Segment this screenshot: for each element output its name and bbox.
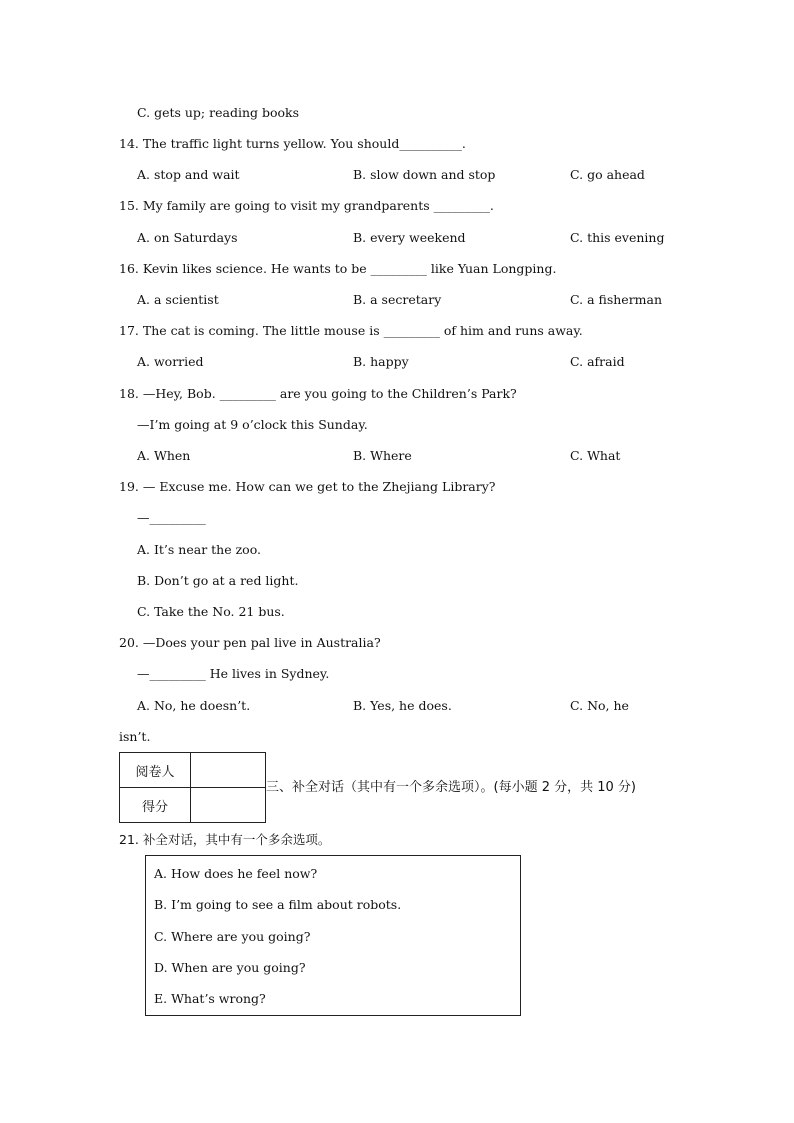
q17-option-b: B. happy [353,354,409,369]
reviewer-label: 阅卷人 [120,753,191,788]
q16-stem: 16. Kevin likes science. He wants to be _________ like Yuan Longping. [119,261,557,276]
q20-stem: 20. —Does your pen pal live in Australia? [119,635,381,650]
q19-option-a: A. It’s near the zoo. [137,542,261,557]
section-title: 三、补全对话（其中有一个多余选项）。(每小题 2 分，共 10 分) [266,780,636,795]
options-box [145,855,521,1016]
q16-option-b: B. a secretary [353,292,442,307]
q14-stem: 14. The traffic light turns yellow. You should__________. [119,136,466,151]
reviewer-cell [191,753,266,788]
q13-option-c: C. gets up; reading books [137,105,300,120]
q15-option-b: B. every weekend [353,230,466,245]
q18-option-a: A. When [137,448,191,463]
q14-option-a: A. stop and wait [137,167,240,182]
q18-option-b: B. Where [353,448,412,463]
q21-stem: 21. 补全对话，其中有一个多余选项。 [119,832,331,847]
q20-option-a: A. No, he doesn’t. [137,698,251,713]
box-option-c: C. Where are you going? [154,929,311,944]
q15-option-a: A. on Saturdays [137,230,238,245]
q19-reply-blank: —_________ [137,510,206,525]
q19-option-c: C. Take the No. 21 bus. [137,604,285,619]
box-option-a: A. How does he feel now? [154,866,318,881]
q16-option-c: C. a fisherman [570,292,663,307]
box-option-b: B. I’m going to see a film about robots. [154,897,402,912]
score-table [119,752,266,823]
q14-option-b: B. slow down and stop [353,167,496,182]
q19-option-b: B. Don’t go at a red light. [137,573,299,588]
q20-reply: —_________ He lives in Sydney. [137,666,330,681]
q19-stem: 19. — Excuse me. How can we get to the Zhejiang Library? [119,479,496,494]
score-cell [191,788,266,823]
q18-reply: —I’m going at 9 o’clock this Sunday. [137,417,368,432]
q17-option-c: C. afraid [570,354,625,369]
q15-stem: 15. My family are going to visit my grandparents _________. [119,198,494,213]
q20-option-c: C. No, he [570,698,629,713]
q17-option-a: A. worried [137,354,204,369]
score-label: 得分 [120,788,191,823]
q14-option-c: C. go ahead [570,167,645,182]
q18-stem: 18. —Hey, Bob. _________ are you going to the Children’s Park? [119,386,517,401]
box-option-d: D. When are you going? [154,960,306,975]
q17-stem: 17. The cat is coming. The little mouse is _________ of him and runs away. [119,323,583,338]
q20-option-b: B. Yes, he does. [353,698,452,713]
q16-option-a: A. a scientist [137,292,219,307]
q15-option-c: C. this evening [570,230,665,245]
q18-option-c: C. What [570,448,621,463]
q20-option-c-wrap: isn’t. [119,729,151,744]
box-option-e: E. What’s wrong? [154,991,266,1006]
